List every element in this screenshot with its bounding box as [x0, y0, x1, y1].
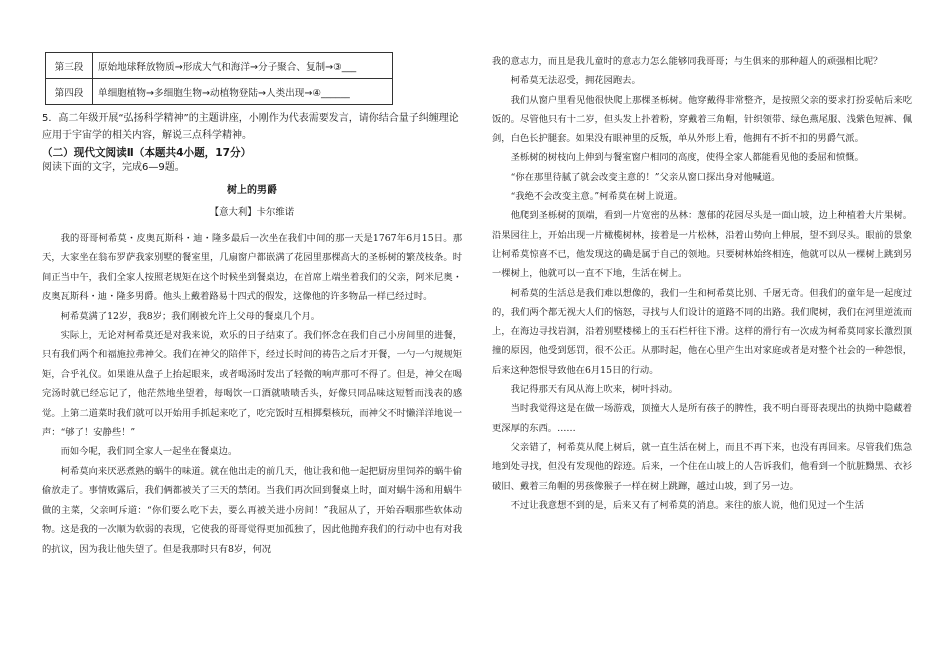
question-5-line: 应用于宇宙学的相关内容，解说三点科学精神。: [42, 130, 252, 141]
paragraph: “我绝不会改变主意。”柯希莫在树上说道。: [510, 191, 683, 203]
paragraph: 我的意志力，而且是我儿童时的意志力怎么能够同我哥哥；与生俱来的那种超人的顽强相比呢？: [492, 56, 883, 67]
paragraph: 柯希莫向来厌恶煮熟的蜗牛的味道。就在他出走的前几天，他让我和他一起把厨房里饲养的蜗牛偷偷放走了。事情败露后，我们俩都被关了三天的禁闭。当我们再次回到餐桌上时，面对蜗牛汤和用蜗牛做的主菜，父亲呵斥道：“你们要么吃下去，要么再被关进小房间！”我屈从了，开始吞咽那些软体动物。这是我的一次顺为软弱的表现，它使我的哥哥觉得更加孤独了，因此他抛弃我们的行动中也有对我的抗议，因为我让他失望了。但是我那时只有8岁，何况: [42, 465, 462, 555]
paragraph: “你在那里待腻了就会改变主意的！”父亲从窗口探出身对他喊道。: [510, 171, 781, 183]
paragraph: 我的哥哥柯希莫・皮奥瓦斯科・迪・隆多最后一次坐在我们中间的那一天是1767年6月15日。那天，大家坐在翁布罗萨我家别墅的餐室里，几扇窗户都嵌满了花园里那棵高大的圣栎树的繁茂枝条。时间正当中午，我们全家人按照老规矩在这个时候坐到餐桌边，在首席上端坐着我们的父亲，阿米尼奥・皮奥瓦斯科・迪・隆多男爵。他头上戴着路易十四式的假发，这像他的许多物品一样已经过时。: [42, 233, 462, 303]
story-title: 树上的男爵: [227, 185, 277, 196]
paragraph: 当时我觉得这是在做一场游戏，顶撞大人是所有孩子的脾性，我不明白哥哥表现出的执拗中隐藏着更深厚的东西。……: [492, 403, 912, 434]
table-row: [46, 79, 393, 105]
stages-table: [45, 52, 393, 105]
section-title: （二）现代文阅读Ⅱ（本题共4小题，17分）: [42, 147, 252, 159]
story-byline: 【意大利】卡尔维诺: [209, 207, 295, 218]
left-column: [42, 52, 462, 559]
paragraph: 而如今呢，我们同全家人一起坐在餐桌边。: [60, 446, 238, 458]
question-5-line: 5．高二年级开展“弘扬科学精神”的主题讲座，小刚作为代表需要发言，请你结合量子纠缠理论: [42, 113, 459, 124]
paragraph: 柯希莫的生活总是我们难以想像的，我们一生和柯希莫比别、千屠无奇。但我们的童年是一起度过的，我们两个都无视大人们的恼怒，寻找与人们设计的道路不同的出路。我们爬树，我们在河里逆流而上，在海边寻找岩洞，沿着别墅楼梯上的玉石栏杆往下滑。这样的滑行有一次成为柯希莫同家长激烈顶撞的原因，他受到惩罚，很不公正。从那时起，他在心里产生出对家庭或者是对整个社会的一种怨恨，后来这种怨恨导致他在6月15日的行动。: [492, 287, 912, 376]
paragraph: 他爬到圣栎树的顶端，看到一片宽密的丛林：葱郁的花园尽头是一面山坡，边上种植着大片果树。沿果园往上，开始出现一片橄榄树林，接着是一片松林，沿着山势向上伸展，望不到尽头。眼前的景象让柯希莫惊喜不已，他发现这的确是属于自己的领地。只要树林始终相连，他就可以从一棵树上跳到另一棵树上，他就可以一直不下地，生活在树上。: [492, 210, 912, 280]
table-row: [46, 53, 393, 79]
paragraph: 我记得那天有风从海上吹来，树叶抖动。: [510, 384, 678, 396]
paragraph: 实际上，无论对柯希莫还是对我来说，欢乐的日子结束了。我们怀念在我们自己小房间里的进餐，只有我们两个和福施拉弗神父。我们在神父的陪伴下，经过长时间的祷告之后才开餐，一勺一勺规规矩矩，合乎礼仪。如果谁从盘子上抬起眼来，或者喝汤时发出了轻微的响声那可不得了。但是，神父在喝完汤时就已经忘记了，他茫然地坐望着，每喝饮一口酒就啧啧舌头，好像只同品味这短暂而浅表的感觉。上第二道菜时我们就可以开始用手抓起来吃了，吃完饭时互相掷梨核玩，而神父不时懒洋洋地说一声：“够了！安静些！”: [42, 330, 462, 439]
table-cell-label: 第三段: [46, 53, 93, 79]
paragraph: 柯希莫满了12岁，我8岁；我们刚被允许上父母的餐桌几个月。: [60, 310, 321, 322]
paragraph: 不过让我意想不到的是，后来又有了柯希莫的消息。来往的旅人说，他们见过一个生活: [510, 499, 864, 511]
section-instruction: 阅读下面的文字，完成6—9题。: [42, 162, 185, 173]
paragraph: 圣栎树的树枝向上伸到与餐室窗户相同的高度，使得全家人都能看见他的委屈和愤慨。: [510, 152, 864, 164]
table-cell-label: 第四段: [46, 79, 93, 105]
table-cell-content: 原始地球释放物质→形成大气和海洋→分子聚合、复制→③___: [93, 53, 393, 79]
question-5: [42, 110, 462, 144]
paragraph: 柯希莫无法忍受，拥花园跑去。: [510, 75, 641, 87]
paragraph: 父亲错了，柯希莫从爬上树后，就一直生活在树上，而且不再下来，也没有再回来。尽管我们焦急地到处寻找，但没有发现他的踪迹。后来，一个住在山坡上的人告诉我们，他看到一个肮脏黝黑、衣衫破旧、戴着三角帽的男孩像猴子一样在树上跳蹿，越过山坡，到了另一边。: [492, 441, 912, 492]
paragraph: 我们从窗户里看见他很快爬上那棵圣栎树。他穿戴得非常整齐，是按照父亲的要求打扮妥帖后来吃饭的。尽管他只有十二岁，但头发上扑着粉，穿戴着三角帽，针织领带、绿色燕尾服、浅紫色短裤、佩剑，白色长护腿套。如果没有眼神里的反叛，单从外形上看，他拥有不折不扣的男爵气派。: [492, 94, 912, 145]
right-column: [492, 52, 912, 515]
table-cell-content: 单细胞植物→多细胞生物→动植物登陆→人类出现→④______: [93, 79, 393, 105]
